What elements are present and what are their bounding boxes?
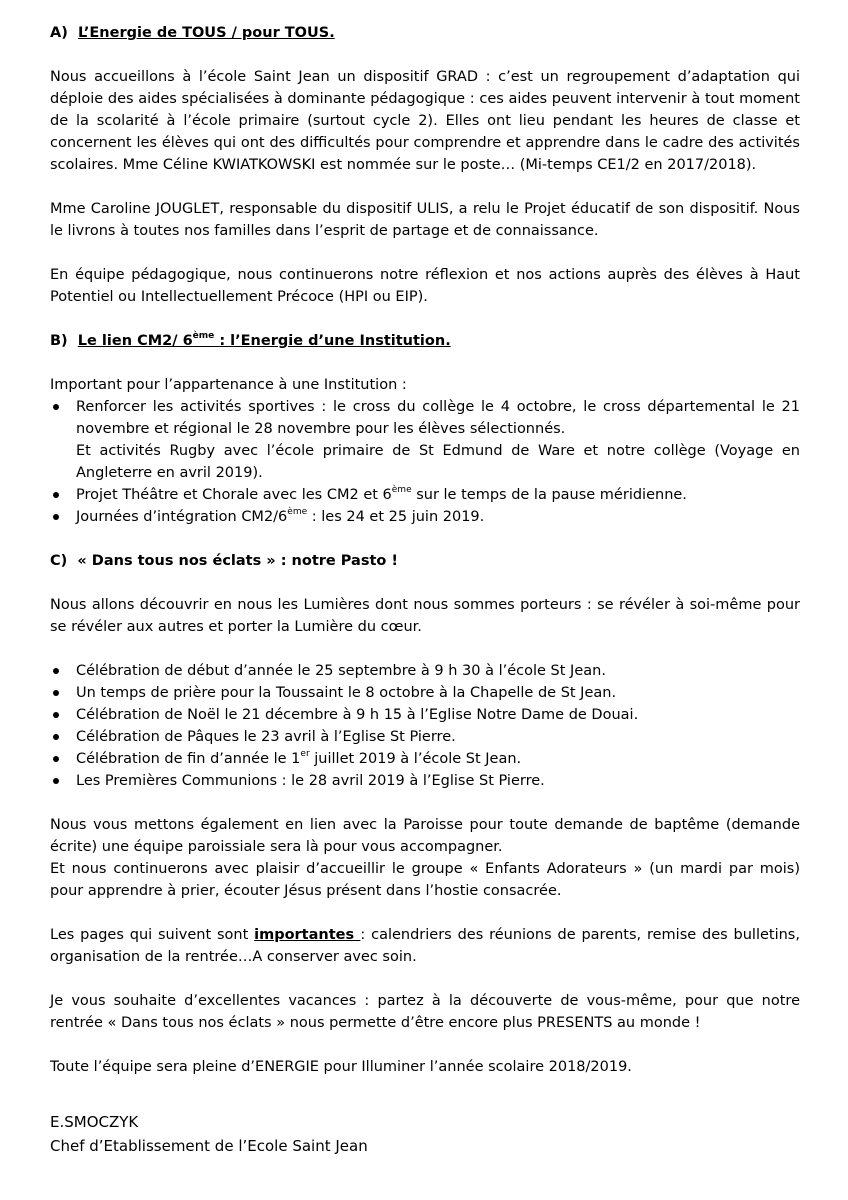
list-item: Journées d’intégration CM2/6ème : les 24 et 25 juin 2019. xyxy=(50,506,800,528)
section-b-intro: Important pour l’appartenance à une Institution : xyxy=(50,377,407,393)
closing-paragraph-2: Je vous souhaite d’excellentes vacances : partez à la découverte de vous-même, pour que notre rentrée « Dans tous nos éclats » nous permette d’être encore plus PRESENTS au monde ! xyxy=(50,993,800,1031)
section-a-paragraph-2: Mme Caroline JOUGLET, responsable du dispositif ULIS, a relu le Projet éducatif de son dispositif. Nous le livrons à toutes nos familles dans l’esprit de partage et de connaissance. xyxy=(50,201,800,239)
closing-paragraph-3: Toute l’équipe sera pleine d’ENERGIE pour Illuminer l’année scolaire 2018/2019. xyxy=(50,1059,632,1075)
section-c-heading xyxy=(50,550,800,572)
section-a-title: L’Energie de TOUS / pour TOUS. xyxy=(77,25,335,41)
list-item: Célébration de Pâques le 23 avril à l’Eglise St Pierre. xyxy=(50,726,800,748)
document-page xyxy=(50,22,800,1158)
section-a-paragraph-3: En équipe pédagogique, nous continuerons notre réflexion et nos actions auprès des élèves à Haut Potentiel ou Intellectuellement Précoce (HPI ou EIP). xyxy=(50,267,800,305)
list-item: Projet Théâtre et Chorale avec les CM2 et 6ème sur le temps de la pause méridienne. xyxy=(50,484,800,506)
section-c-paragraph-3: Et nous continuerons avec plaisir d’accueillir le groupe « Enfants Adorateurs » (un mardi par mois) pour apprendre à prier, écouter Jésus présent dans l’hostie consacrée. xyxy=(50,861,800,899)
section-b-heading xyxy=(50,330,800,352)
section-b-title: Le lien CM2/ 6ème : l’Energie d’une Institution. xyxy=(77,331,451,349)
list-item: Renforcer les activités sportives : le cross du collège le 4 octobre, le cross départemental le 21 novembre et régional le 28 novembre pour les élèves sélectionnés. Et activités Rugby avec l’école primaire de St Edmund de Ware et notre collège (Voyage en Angleterre en avril 2019). xyxy=(50,396,800,484)
section-b-label: B) xyxy=(50,333,68,349)
list-item: Les Premières Communions : le 28 avril 2019 à l’Eglise St Pierre. xyxy=(50,770,800,792)
list-item: Célébration de fin d’année le 1er juillet 2019 à l’école St Jean. xyxy=(50,748,800,770)
section-c-paragraph-1: Nous allons découvrir en nous les Lumières dont nous sommes porteurs : se révéler à soi-même pour se révéler aux autres et porter la Lumière du cœur. xyxy=(50,597,800,635)
section-a-label: A) xyxy=(50,25,68,41)
section-b-list xyxy=(50,396,800,528)
events-list xyxy=(50,660,800,792)
section-a-heading xyxy=(50,22,800,44)
section-c-title: « Dans tous nos éclats » : notre Pasto ! xyxy=(77,553,398,569)
list-item: Célébration de début d’année le 25 septembre à 9 h 30 à l’école St Jean. xyxy=(50,660,800,682)
list-item: Un temps de prière pour la Toussaint le 8 octobre à la Chapelle de St Jean. xyxy=(50,682,800,704)
section-c-paragraph-2: Nous vous mettons également en lien avec la Paroisse pour toute demande de baptême (demande écrite) une équipe paroissiale sera là pour vous accompagner. xyxy=(50,817,800,855)
signature-role: Chef d’Etablissement de l’Ecole Saint Jean xyxy=(50,1137,368,1155)
section-a-paragraph-1: Nous accueillons à l’école Saint Jean un dispositif GRAD : c’est un regroupement d’adaptation qui déploie des aides spécialisées à dominante pédagogique : ces aides peuvent intervenir à tout moment de la scolarité à l’école primaire (surtout cycle 2). Elles ont lieu pendant les heures de classe et concernent les élèves qui ont des difficultés pour comprendre et apprendre dans le cadre des activités scolaires. Mme Céline KWIATKOWSKI est nommée sur le poste… (Mi-temps CE1/2 en 2017/2018). xyxy=(50,69,800,173)
signature-name: E.SMOCZYK xyxy=(50,1113,139,1131)
list-item: Célébration de Noël le 21 décembre à 9 h 15 à l’Eglise Notre Dame de Douai. xyxy=(50,704,800,726)
section-c-label: C) xyxy=(50,553,68,569)
closing-paragraph-1: Les pages qui suivent sont importantes : calendriers des réunions de parents, remise des bulletins, organisation de la rentrée…A conserver avec soin. xyxy=(50,927,800,965)
